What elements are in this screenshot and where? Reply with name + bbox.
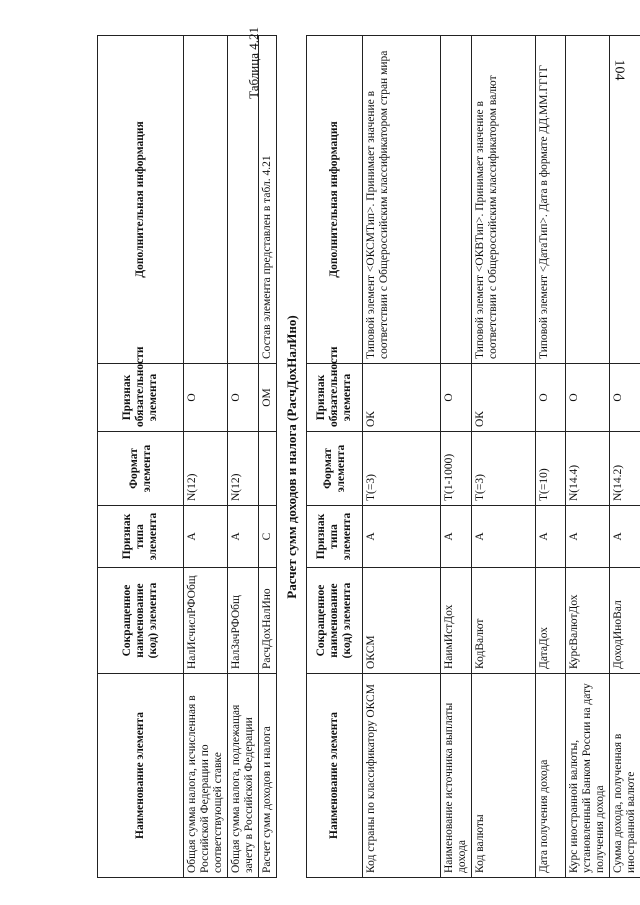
cell-name: Общая сумма налога, исчисленная в Российской Федерации по соответствующей ставке (184, 674, 228, 878)
table-top-container (97, 36, 277, 878)
cell-type: А (472, 506, 536, 568)
cell-type: А (536, 506, 566, 568)
cell-required: О (566, 364, 610, 432)
header-cell: Сокращенное наименование (код) элемента (307, 568, 363, 674)
table-row (441, 36, 472, 878)
table-row (566, 36, 610, 878)
cell-info (610, 36, 640, 364)
cell-required: О (610, 364, 640, 432)
header-cell: Признак типа элемента (98, 506, 184, 568)
table-row (472, 36, 536, 878)
cell-type: А (610, 506, 640, 568)
cell-format: N(12) (184, 432, 228, 506)
cell-code: КурсВалютДох (566, 568, 610, 674)
cell-format: N(14.2) (610, 432, 640, 506)
table-bottom-header-row (307, 36, 363, 878)
cell-name: Дата получения дохода (536, 674, 566, 878)
cell-required: ОК (472, 364, 536, 432)
cell-code: НаимИстДох (441, 568, 472, 674)
header-cell: Дополнительная информация (98, 36, 184, 364)
cell-format: T(=10) (536, 432, 566, 506)
cell-required: О (228, 364, 259, 432)
cell-type: А (441, 506, 472, 568)
cell-required: О (441, 364, 472, 432)
cell-code: НалЗачРФОбщ (228, 568, 259, 674)
cell-type: А (363, 506, 441, 568)
cell-required: ОМ (259, 364, 277, 432)
table-row (259, 36, 277, 878)
cell-required: О (184, 364, 228, 432)
table-top-header-row (98, 36, 184, 878)
cell-format: T(=3) (363, 432, 441, 506)
cell-format: T(1-1000) (441, 432, 472, 506)
cell-name: Сумма дохода, полученная в иностранной валюте (610, 674, 640, 878)
cell-format (259, 432, 277, 506)
cell-type: С (259, 506, 277, 568)
cell-type: А (228, 506, 259, 568)
cell-code: ДоходИноВал (610, 568, 640, 674)
cell-info: Типовой элемент <ОКВТип>. Принимает значение в соответствии с Общероссийским классификатором валют (472, 36, 536, 364)
table-row (610, 36, 640, 878)
cell-required: О (536, 364, 566, 432)
cell-info: Типовой элемент <ДатаТип>. Дата в формате ДД.ММ.ГГГГ (536, 36, 566, 364)
table-row (228, 36, 259, 878)
header-cell: Формат элемента (307, 432, 363, 506)
table-row (536, 36, 566, 878)
cell-name: Расчет сумм доходов и налога (259, 674, 277, 878)
cell-name: Код страны по классификатору ОКСМ (363, 674, 441, 878)
header-cell: Признак типа элемента (307, 506, 363, 568)
header-cell: Сокращенное наименование (код) элемента (98, 568, 184, 674)
cell-code: КодВалют (472, 568, 536, 674)
cell-required: ОК (363, 364, 441, 432)
cell-code: ОКСМ (363, 568, 441, 674)
cell-info (566, 36, 610, 364)
page-number: 104 (611, 59, 627, 81)
header-cell: Признак обязательности элемента (307, 364, 363, 432)
cell-info (441, 36, 472, 364)
cell-name: Наименование источника выплаты дохода (441, 674, 472, 878)
table-title: Расчет сумм доходов и налога (РасчДохНалИно) (284, 315, 299, 599)
cell-format: N(14.4) (566, 432, 610, 506)
cell-info (184, 36, 228, 364)
cell-name: Код валюты (472, 674, 536, 878)
cell-name: Общая сумма налога, подлежащая зачету в Российской Федерации (228, 674, 259, 878)
cell-code: НалИсчислРФОбщ (184, 568, 228, 674)
table-number: Таблица 4.21 (246, 27, 261, 99)
cell-code: РасчДохНалИно (259, 568, 277, 674)
table-bottom (306, 35, 640, 878)
cell-format: N(12) (228, 432, 259, 506)
header-cell: Формат элемента (98, 432, 184, 506)
table-bottom-container (282, 36, 640, 878)
table-row (184, 36, 228, 878)
cell-info: Состав элемента представлен в табл. 4.21 (259, 36, 277, 364)
table-row (363, 36, 441, 878)
table-top (97, 35, 277, 878)
header-cell: Дополнительная информация (307, 36, 363, 364)
cell-format: T(=3) (472, 432, 536, 506)
cell-type: А (566, 506, 610, 568)
header-cell: Признак обязательности элемента (98, 364, 184, 432)
cell-info: Типовой элемент <ОКСМТип>. Принимает значение в соответствии с Общероссийским классификатором стран мира (363, 36, 441, 364)
header-cell: Наименование элемента (98, 674, 184, 878)
cell-type: А (184, 506, 228, 568)
header-cell: Наименование элемента (307, 674, 363, 878)
cell-name: Курс иностранной валюты, установленный Банком России на дату получения дохода (566, 674, 610, 878)
cell-code: ДатаДох (536, 568, 566, 674)
